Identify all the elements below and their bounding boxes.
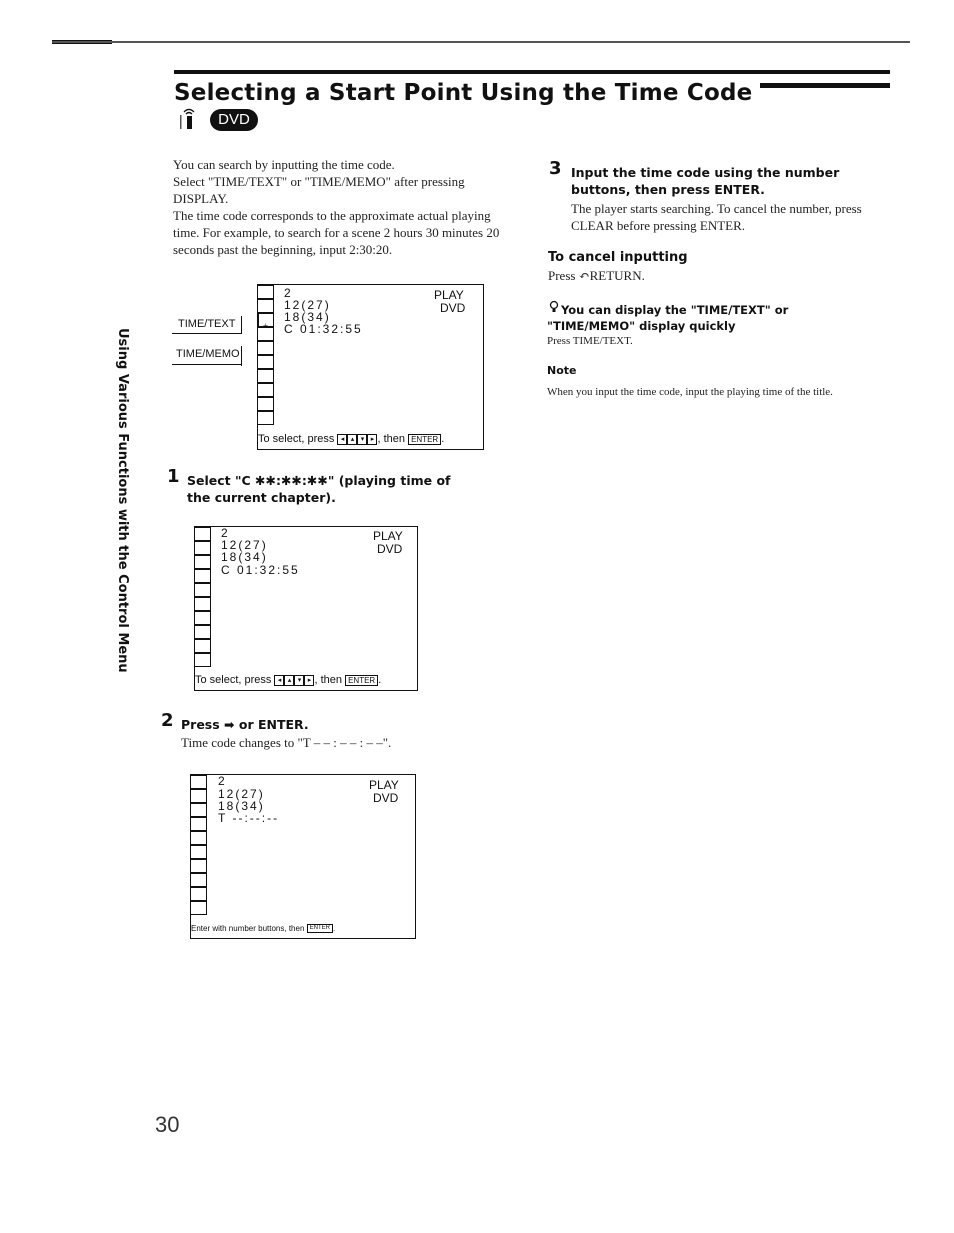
dvd-badge: DVD: [210, 109, 258, 131]
osd-track: 18(34): [284, 310, 331, 324]
osd-hint: To select, press ◂ ▴ ▾ ▸ , then ENTER .: [195, 674, 382, 686]
enter-key-icon: ENTER: [307, 924, 333, 933]
osd-time-input: T --:--:--: [218, 811, 280, 825]
intro-text: [173, 156, 513, 258]
osd-time: C 01:32:55: [284, 322, 363, 336]
osd-cursor-icon: +: [263, 321, 269, 331]
arrow-left-icon: ◂: [274, 675, 284, 686]
label-time-text-rule-v: [241, 316, 242, 334]
osd-disc-type: DVD: [377, 542, 403, 556]
title-rule-top: [174, 70, 890, 74]
osd-hint: To select, press ◂ ▴ ▾ ▸ , then ENTER .: [258, 433, 445, 445]
cancel-text: Press ↶RETURN.: [548, 268, 645, 283]
label-time-text: TIME/TEXT: [178, 318, 236, 330]
intro-p1: You can search by inputting the time code.: [173, 157, 395, 172]
tip-text: Press TIME/TEXT.: [547, 335, 633, 347]
enter-key-icon: ENTER: [345, 675, 378, 686]
osd-time: C 01:32:55: [221, 563, 300, 577]
arrow-left-icon: ◂: [337, 434, 347, 445]
arrow-up-icon: ▴: [347, 434, 357, 445]
step-2-note: Time code changes to "T – – : – – : – –".: [181, 735, 392, 750]
osd-chapter: 12(27): [284, 298, 331, 312]
section-title-vertical: Using Various Functions with the Control Menu: [115, 328, 130, 673]
label-time-memo: TIME/MEMO: [176, 348, 240, 360]
arrow-right-icon: ▸: [304, 675, 314, 686]
step-1-number: 1: [167, 466, 180, 487]
osd-screen-3: [190, 774, 416, 939]
enter-key-icon: ENTER: [408, 434, 441, 445]
tip-heading: You can display the "TIME/TEXT" or "TIME/MEMO" display quickly: [547, 303, 789, 333]
arrow-up-icon: ▴: [284, 675, 294, 686]
osd-screen-1: [257, 284, 484, 450]
osd-menu-tabs: [258, 285, 274, 425]
osd-title-number: 2: [221, 526, 230, 540]
osd-screen-2: [194, 526, 418, 691]
page-title: Selecting a Start Point Using the Time Code: [174, 80, 760, 106]
step-3-number: 3: [549, 158, 562, 179]
label-time-memo-rule-v: [241, 346, 242, 366]
cancel-heading: To cancel inputting: [548, 250, 688, 265]
step-2-text: Press ➡ or ENTER.: [181, 717, 309, 732]
osd-hint: Enter with number buttons, then ENTER .: [191, 924, 336, 933]
step-2-number: 2: [161, 710, 174, 731]
osd-chapter: 12(27): [221, 538, 268, 552]
intro-p3: The time code corresponds to the approximate actual playing time. For example, to search for a scene 2 hours 30 minutes 20 seconds past the beginning, input 2:30:20.: [173, 208, 500, 257]
arrow-right-icon: ▸: [367, 434, 377, 445]
osd-title-number: 2: [218, 774, 227, 788]
step-3-note: The player starts searching. To cancel the number, press CLEAR before pressing ENTER.: [571, 201, 862, 233]
osd-track: 18(34): [218, 799, 265, 813]
page-number: 30: [155, 1112, 180, 1137]
remote-icon: [178, 106, 200, 135]
note-heading: Note: [547, 364, 577, 377]
note-text: When you input the time code, input the playing time of the title.: [547, 386, 833, 398]
header-rule: [52, 41, 910, 43]
osd-play-status: PLAY: [434, 288, 464, 302]
osd-play-status: PLAY: [373, 529, 403, 543]
osd-track: 18(34): [221, 550, 268, 564]
osd-disc-type: DVD: [373, 791, 399, 805]
osd-title-number: 2: [284, 286, 293, 300]
osd-menu-tabs: [195, 527, 211, 667]
intro-p2: Select "TIME/TEXT" or "TIME/MEMO" after pressing DISPLAY.: [173, 174, 465, 206]
arrow-down-icon: ▾: [294, 675, 304, 686]
step-3-text: Input the time code using the number buttons, then press ENTER.: [571, 165, 840, 197]
osd-menu-tabs: [191, 775, 207, 915]
osd-play-status: PLAY: [369, 778, 399, 792]
label-time-memo-rule: [172, 364, 242, 365]
step-1-text: Select "C ✱✱:✱✱:✱✱" (playing time of the current chapter).: [187, 473, 451, 505]
label-time-text-rule: [172, 333, 242, 334]
osd-chapter: 12(27): [218, 787, 265, 801]
arrow-down-icon: ▾: [357, 434, 367, 445]
osd-disc-type: DVD: [440, 301, 466, 315]
